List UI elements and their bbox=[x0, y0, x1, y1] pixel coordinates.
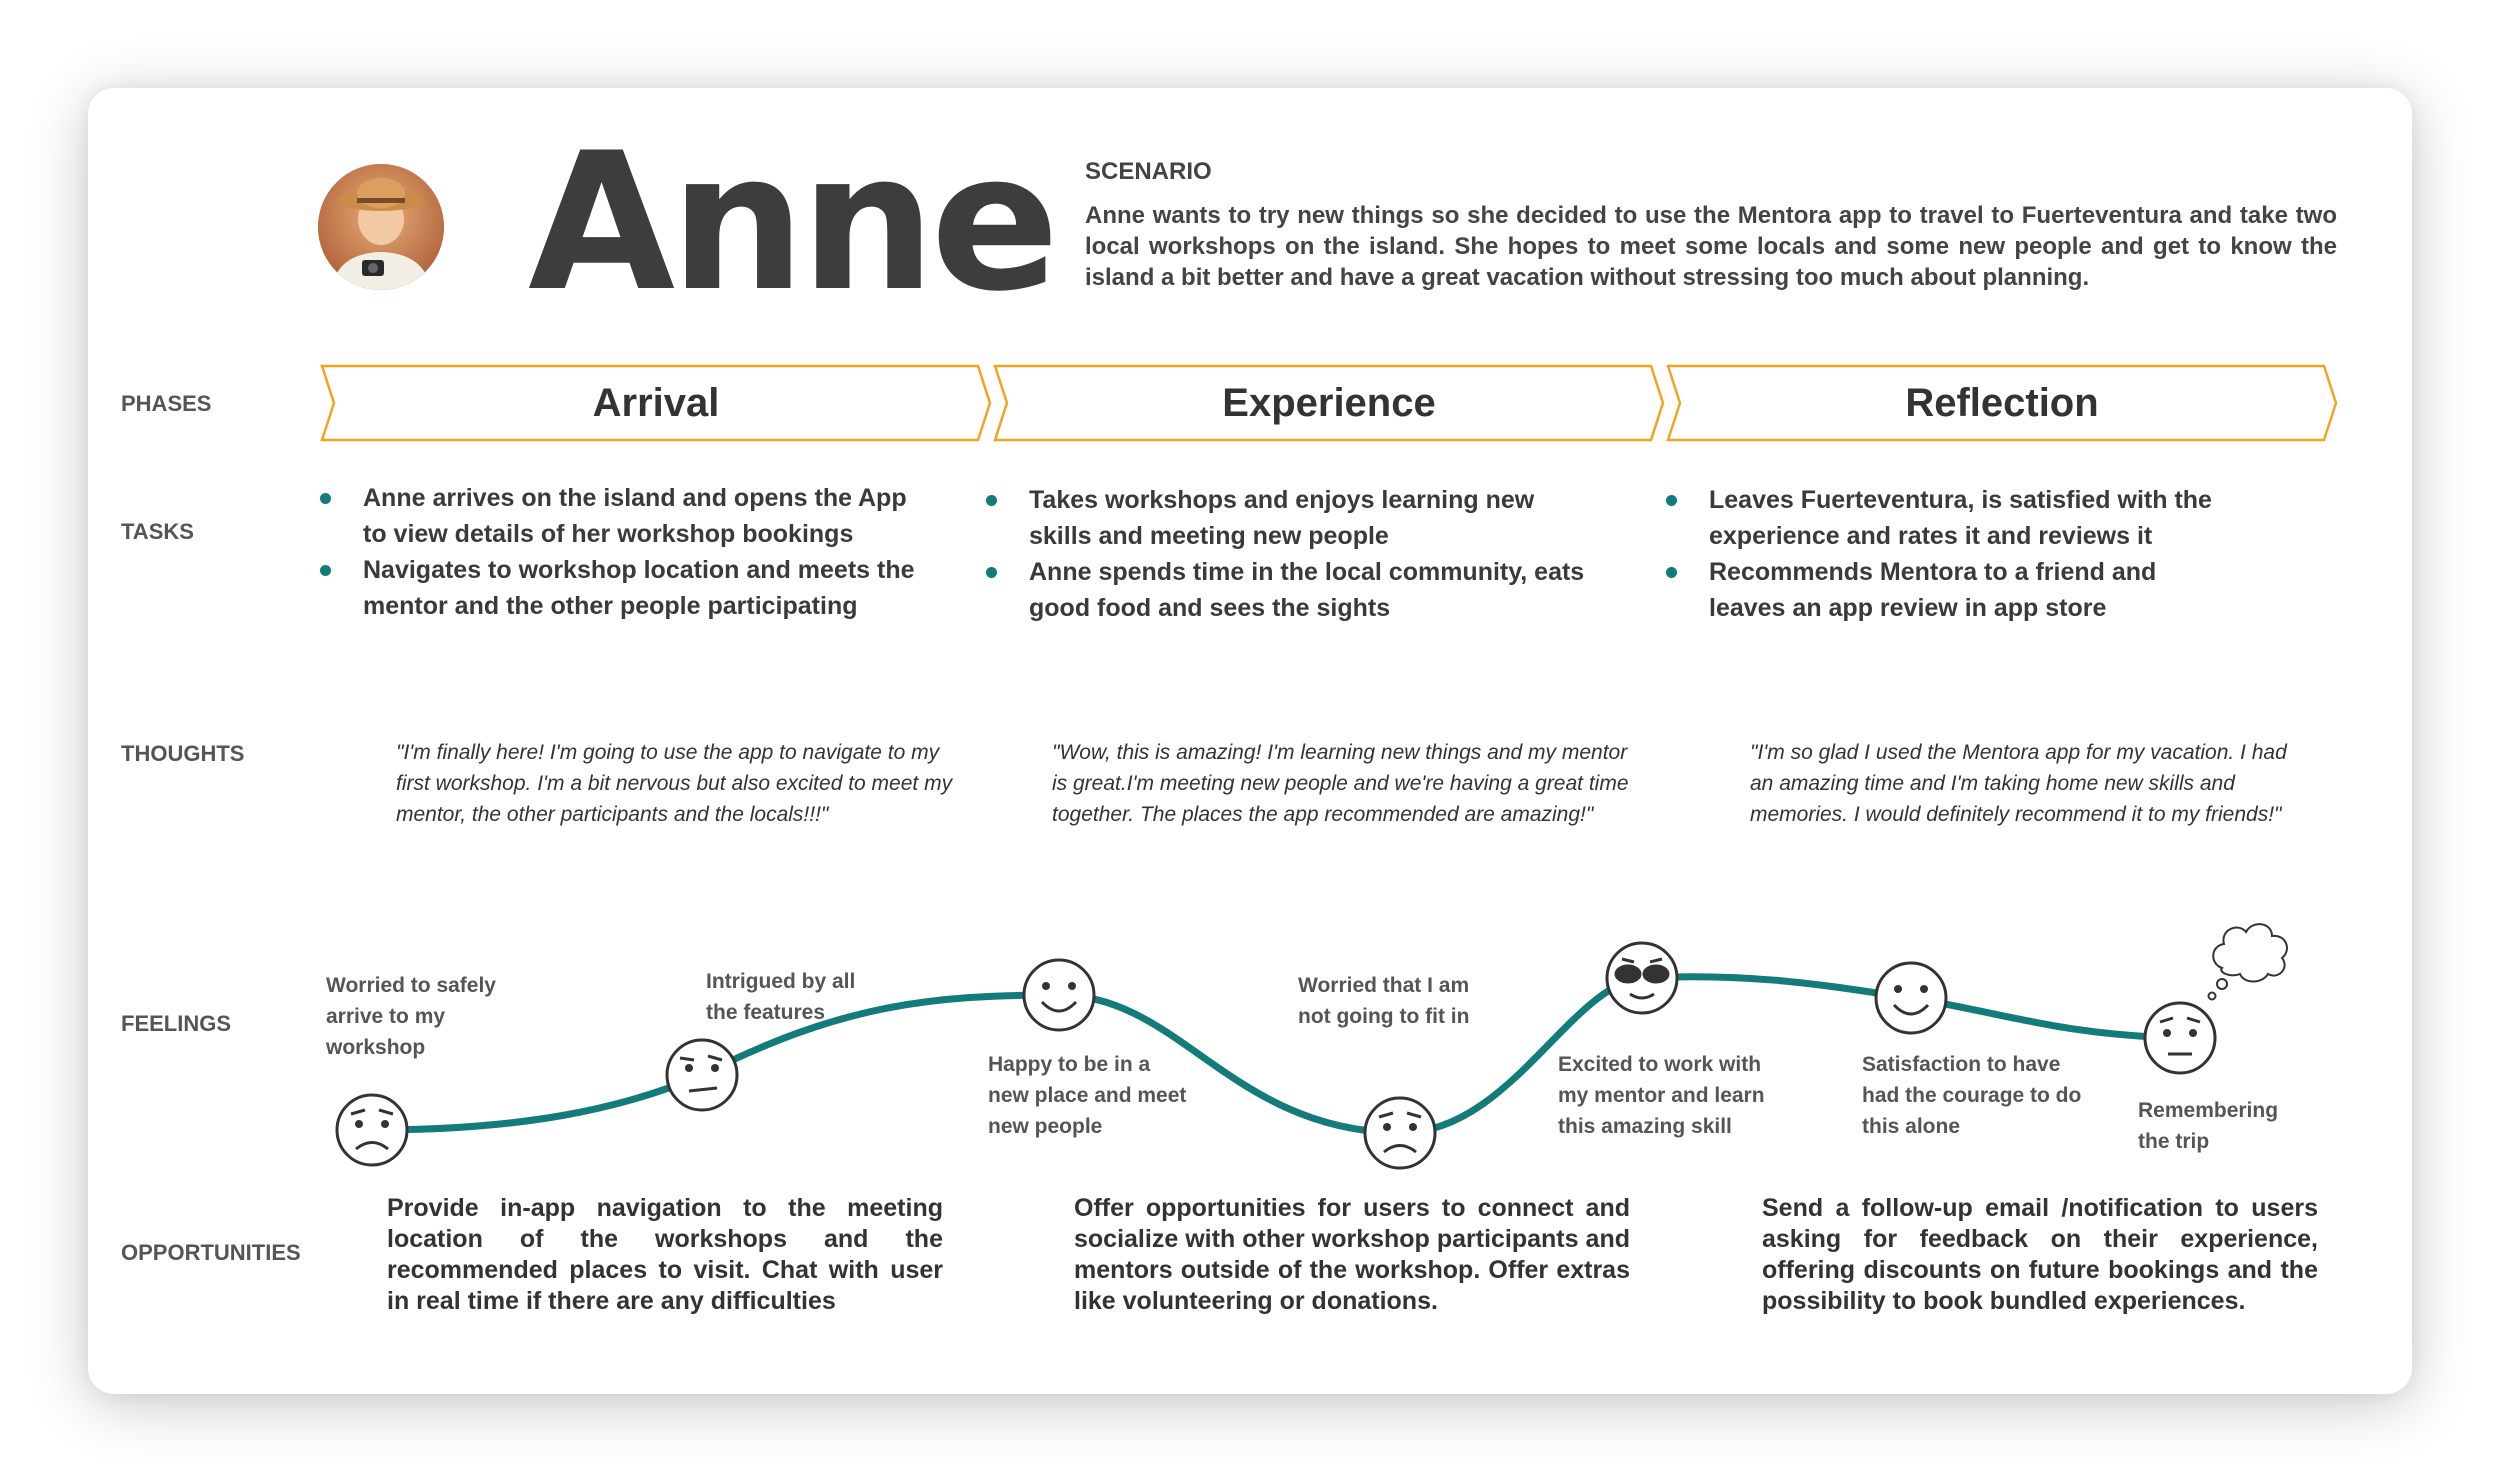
scenario-text: Anne wants to try new things so she decided to use the Mentora app to travel to Fuerteventura and take two local workshops on the island. She hopes to meet some locals and some new people and get to know the island a bit better and have a great vacation without stressing too much about planning. bbox=[1085, 202, 2337, 291]
phase-label: Arrival bbox=[592, 380, 720, 425]
face-5-sunglasses-face-icon bbox=[1607, 943, 1677, 1013]
scenario-label: SCENARIO bbox=[1085, 158, 1212, 185]
row-label-tasks: TASKS bbox=[121, 519, 194, 544]
row-label-phases: PHASES bbox=[121, 391, 212, 416]
face-7-thinking-face-icon bbox=[2145, 1003, 2215, 1073]
list-item: Recommends Mentora to a friend and leaves an app review in app store bbox=[1666, 554, 2226, 626]
persona-name: Anne bbox=[528, 112, 1055, 333]
list-item: Leaves Fuerteventura, is satisfied with the experience and rates it and reviews it bbox=[1666, 482, 2226, 554]
feeling-label: Remembering the trip bbox=[2138, 1099, 2279, 1153]
feeling-label: Worried to safely arrive to my workshop bbox=[326, 974, 496, 1059]
row-label-feelings: FEELINGS bbox=[121, 1011, 232, 1036]
list-item: Navigates to workshop location and meets the mentor and the other people participating bbox=[320, 552, 920, 624]
face-3-smiling-face-icon bbox=[1024, 960, 1094, 1030]
face-1-worried-face-icon bbox=[337, 1095, 407, 1165]
face-2-confused-face-icon bbox=[667, 1040, 737, 1110]
opportunity-experience: Offer opportunities for users to connect and socialize with other workshop participants and mentors outside of the workshop. Offer extras like volunteering or donations. bbox=[1074, 1194, 1630, 1315]
thought-bubble-icon bbox=[2209, 924, 2287, 999]
list-item: Anne spends time in the local community, eats good food and sees the sights bbox=[986, 554, 1586, 626]
feeling-label: Excited to work with my mentor and learn this amazing skill bbox=[1558, 1053, 1765, 1138]
face-6-smiling-face-icon bbox=[1876, 963, 1946, 1033]
feeling-label: Intrigued by all the features bbox=[706, 970, 856, 1024]
row-label-thoughts: THOUGHTS bbox=[121, 741, 245, 766]
feeling-label: Satisfaction to have had the courage to do this alone bbox=[1862, 1053, 2082, 1138]
feeling-label: Happy to be in a new place and meet new people bbox=[988, 1053, 1187, 1138]
list-item: Anne arrives on the island and opens the App to view details of her workshop bookings bbox=[320, 480, 920, 552]
phase-label: Reflection bbox=[1905, 380, 2099, 425]
thought-experience: "Wow, this is amazing! I'm learning new things and my mentor is great.I'm meeting new people and we're having a great time together. The places the app recommended are amazing!" bbox=[1052, 741, 1629, 826]
face-4-worried-face-icon bbox=[1365, 1098, 1435, 1168]
feeling-label: Worried that I am not going to fit in bbox=[1298, 974, 1470, 1028]
opportunity-reflection: Send a follow-up email /notification to users asking for feedback on their experience, offering discounts on future bookings and the possibility to book bundled experiences. bbox=[1762, 1194, 2318, 1315]
thought-reflection: "I'm so glad I used the Mentora app for my vacation. I had an amazing time and I'm taking home new skills and memories. I would definitely recommend it to my friends!" bbox=[1750, 741, 2287, 826]
list-item: Takes workshops and enjoys learning new skills and meeting new people bbox=[986, 482, 1586, 554]
thought-arrival: "I'm finally here! I'm going to use the app to navigate to my first workshop. I'm a bit nervous but also excited to meet my mentor, the other participants and the locals!!!" bbox=[396, 741, 953, 826]
phase-label: Experience bbox=[1222, 380, 1436, 425]
opportunity-arrival: Provide in-app navigation to the meeting location of the workshops and the recommended places to visit. Chat with user in real time if there are any difficulties bbox=[387, 1194, 943, 1315]
row-label-opportunities: OPPORTUNITIES bbox=[121, 1240, 301, 1265]
